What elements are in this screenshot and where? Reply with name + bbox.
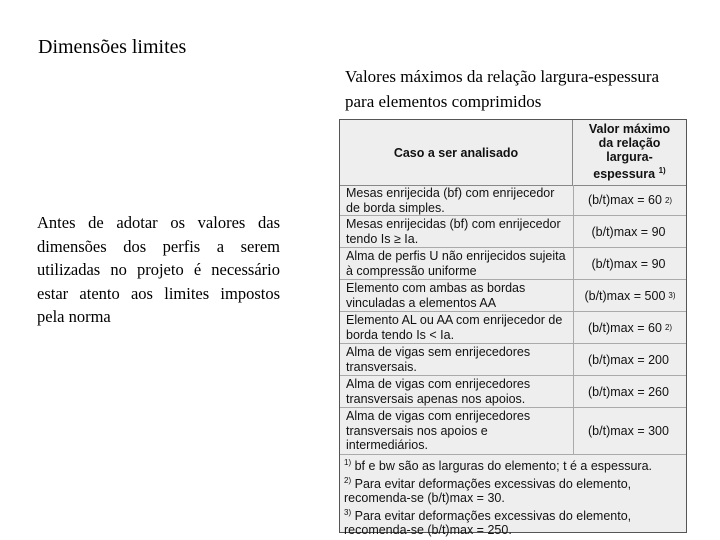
header-value-line — [573, 164, 686, 181]
header-value-line: largura- — [606, 150, 653, 164]
row-case: Mesas enrijecidas (bf) com enrijecedor tendo Is ≥ Ia. — [346, 217, 561, 246]
footnote-text: bf e bw são as larguras do elemento; t é a espessura. — [354, 459, 653, 474]
header-value — [573, 120, 686, 185]
table-row — [340, 376, 686, 408]
row-note: 2) — [664, 195, 673, 205]
footnote — [344, 506, 684, 538]
table-caption: Valores máximos da relação largura-espessura para elementos comprimidos — [345, 67, 660, 111]
footnote-number: 1) — [344, 458, 352, 467]
footnote-number: 3) — [344, 507, 352, 517]
row-case: Alma de vigas com enrijecedores transversais apenas nos apoios. — [346, 377, 531, 406]
row-value — [573, 248, 686, 279]
row-case: Elemento com ambas as bordas vinculadas a elementos AA — [346, 281, 526, 310]
row-value-text: (b/t)max = 200 — [588, 352, 669, 367]
row-case: Alma de vigas sem enrijecedores transversais. — [346, 345, 531, 374]
row-case: Alma de perfis U não enrijecidos sujeita à compressão uniforme — [346, 249, 566, 278]
row-value-text: (b/t)max = 90 — [591, 224, 666, 239]
header-value-note: 1) — [658, 166, 666, 175]
footnote-text: Para evitar deformações excessivas do elemento, recomenda-se (b/t)max = 250. — [344, 508, 632, 538]
row-value-text: (b/t)max = 500 — [584, 288, 666, 303]
body-paragraph: Antes de adotar os valores das dimensões dos perfis a serem utilizadas no projeto é necessário estar atento aos limites impostos pela norma — [37, 213, 280, 326]
row-value-text: (b/t)max = 300 — [588, 424, 669, 438]
row-value-text: (b/t)max = 260 — [588, 384, 669, 399]
row-value-text: (b/t)max = 60 — [587, 193, 662, 207]
row-value — [573, 344, 686, 375]
row-note: 3) — [668, 291, 676, 300]
table-row — [340, 185, 686, 216]
table-header — [340, 120, 686, 186]
header-value-line-text: espessura — [593, 167, 656, 182]
table-footnotes — [344, 456, 684, 538]
row-value — [573, 280, 686, 311]
row-value — [573, 216, 686, 247]
footnote — [344, 474, 684, 506]
header-case: Caso a ser analisado — [340, 120, 573, 185]
table-row — [340, 408, 686, 455]
row-value-text: (b/t)max = 90 — [591, 256, 666, 271]
row-value-text: (b/t)max = 60 — [587, 320, 662, 335]
row-note: 2) — [664, 323, 673, 332]
row-value — [573, 376, 686, 407]
row-case: Elemento AL ou AA com enrijecedor de borda tendo Is < Ia. — [346, 313, 563, 342]
row-value — [573, 185, 686, 215]
row-value — [573, 312, 686, 343]
table-row — [340, 280, 686, 312]
table-row — [340, 216, 686, 248]
table-row — [340, 312, 686, 344]
table-row — [340, 248, 686, 280]
row-value — [573, 408, 686, 454]
limits-table — [339, 119, 687, 538]
row-case: Mesas enrijecida (bf) com enrijecedor de borda simples. — [346, 186, 555, 215]
footnote — [344, 456, 684, 474]
page-title: Dimensões limites — [38, 36, 187, 58]
footnote-number: 2) — [344, 475, 352, 485]
row-case: Alma de vigas com enrijecedores transversais nos apoios e intermediários. — [346, 409, 531, 452]
table-row — [340, 344, 686, 376]
header-value-line: da relação — [598, 136, 661, 150]
footnote-text: Para evitar deformações excessivas do elemento, recomenda-se (b/t)max = 30. — [344, 476, 632, 506]
header-value-line: Valor máximo — [588, 122, 671, 136]
